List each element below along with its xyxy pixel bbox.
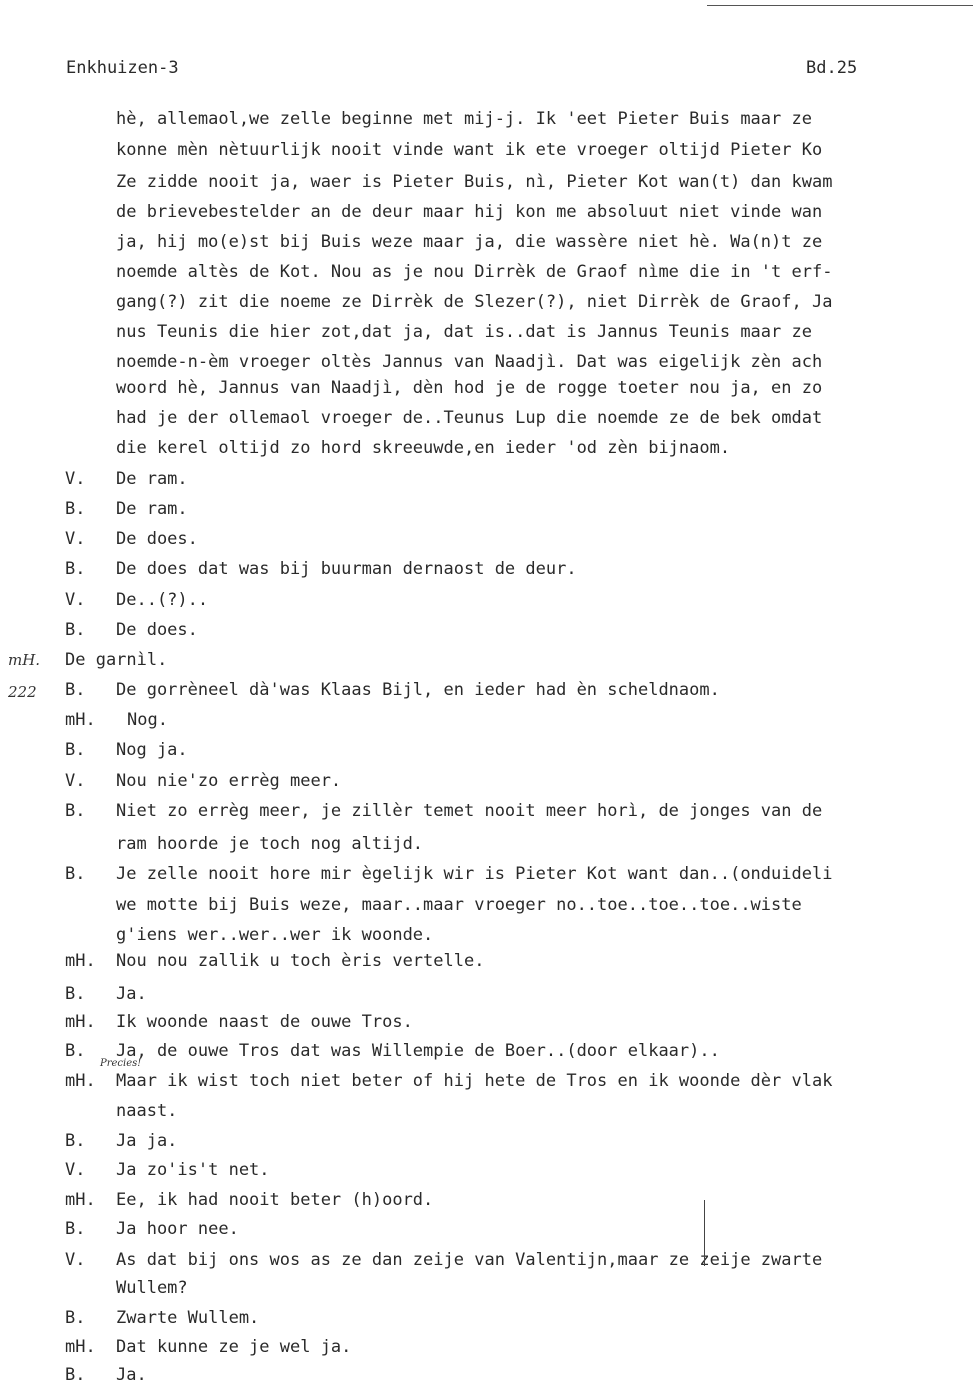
utterance: we motte bij Buis weze, maar..maar vroeger no..toe..toe..toe..wiste — [116, 895, 802, 915]
utterance: Zwarte Wullem. — [116, 1308, 260, 1328]
speaker-label: B. — [65, 620, 86, 640]
paragraph-line: woord hè, Jannus van Naadjì, dèn hod je de rogge toeter nou ja, en zo — [116, 378, 823, 398]
utterance: De..(?).. — [116, 590, 209, 610]
paragraph-line: Ze zidde nooit ja, waer is Pieter Buis, nì, Pieter Kot wan(t) dan kwam — [116, 172, 833, 192]
utterance: De does. — [116, 529, 198, 549]
paragraph-line: noemde-n-èm vroeger oltès Jannus van Naadjì. Dat was eigelijk zèn ach — [116, 352, 823, 372]
utterance: Nou nou zallik u toch èris vertelle. — [116, 951, 485, 971]
utterance: Ik woonde naast de ouwe Tros. — [116, 1012, 413, 1032]
speaker-label: V. — [65, 1160, 86, 1180]
speaker-label: B. — [65, 864, 86, 884]
speaker-label: mH. — [65, 1012, 96, 1032]
utterance: Maar ik wist toch niet beter of hij hete de Tros en ik woonde dèr vlak — [116, 1071, 833, 1091]
speaker-label: B. — [65, 801, 86, 821]
utterance: Ja hoor nee. — [116, 1219, 239, 1239]
speaker-label: V. — [65, 590, 86, 610]
utterance: ram hoorde je toch nog altijd. — [116, 834, 424, 854]
utterance: Nou nie'zo errèg meer. — [116, 771, 342, 791]
speaker-label: V. — [65, 529, 86, 549]
speaker-label: mH. — [65, 710, 96, 730]
utterance: Nog. — [127, 710, 168, 730]
header-location: Enkhuizen-3 — [66, 58, 179, 78]
utterance: Niet zo errèg meer, je zillèr temet nooit meer horì, de jonges van de — [116, 801, 823, 821]
speaker-label: V. — [65, 771, 86, 791]
paragraph-line: noemde altès de Kot. Nou as je nou Dirrèk de Graof nìme die in 't erf- — [116, 262, 833, 282]
utterance: naast. — [116, 1101, 178, 1121]
utterance: De gorrèneel dà'was Klaas Bijl, en ieder had èn scheldnaom. — [116, 680, 720, 700]
speaker-label: B. — [65, 1041, 86, 1061]
paragraph-line: konne mèn nètuurlijk nooit vinde want ik ete vroeger oltijd Pieter Ko — [116, 140, 823, 160]
paragraph-line: nus Teunis die hier zot,dat ja, dat is..dat is Jannus Teunis maar ze — [116, 322, 812, 342]
utterance: De does. — [116, 620, 198, 640]
speaker-label: mH. — [65, 1337, 96, 1357]
utterance: g'iens wer..wer..wer ik woonde. — [116, 925, 434, 945]
speaker-label: mH. — [65, 1190, 96, 1210]
paragraph-line: had je der ollemaol vroeger de..Teunus Lup die noemde ze de bek omdat — [116, 408, 823, 428]
speaker-label: B. — [65, 1365, 86, 1384]
paragraph-line: gang(?) zit die noeme ze Dirrèk de Slezer(?), niet Dirrèk de Graof, Ja — [116, 292, 833, 312]
utterance: Wullem? — [116, 1278, 188, 1298]
handwritten-speaker-mark: mH. — [8, 651, 41, 669]
handwritten-number: 222 — [8, 683, 37, 701]
utterance: Ja ja. — [116, 1131, 178, 1151]
utterance: Ja. — [116, 984, 147, 1004]
speaker-label: mH. — [65, 1071, 96, 1091]
paragraph-line: hè, allemaol,we zelle beginne met mij-j. Ik 'eet Pieter Buis maar ze — [116, 109, 812, 129]
speaker-label: B. — [65, 1219, 86, 1239]
speaker-label: B. — [65, 499, 86, 519]
speaker-label: B. — [65, 740, 86, 760]
speaker-label: V. — [65, 469, 86, 489]
paragraph-line: ja, hij mo(e)st bij Buis weze maar ja, die wassère niet hè. Wa(n)t ze — [116, 232, 823, 252]
utterance: De does dat was bij buurman dernaost de deur. — [116, 559, 577, 579]
speaker-label: B. — [65, 1131, 86, 1151]
speaker-label: B. — [65, 680, 86, 700]
utterance: De ram. — [116, 469, 188, 489]
utterance: Nog ja. — [116, 740, 188, 760]
paragraph-line: de brievebestelder an de deur maar hij kon me absoluut niet vinde wan — [116, 202, 823, 222]
utterance: Dat kunne ze je wel ja. — [116, 1337, 352, 1357]
handwritten-note-precies: Precies! — [100, 1058, 142, 1069]
speaker-label: V. — [65, 1250, 86, 1270]
handwritten-vertical-stroke — [704, 1200, 705, 1266]
paragraph-line: die kerel oltijd zo hord skreeuwde,en ieder 'od zèn bijnaom. — [116, 438, 731, 458]
utterance: As dat bij ons wos as ze dan zeije van Valentijn,maar ze zeije zwarte — [116, 1250, 823, 1270]
utterance: Ja, de ouwe Tros dat was Willempie de Boer..(door elkaar).. — [116, 1041, 720, 1061]
utterance: Je zelle nooit hore mir ègelijk wir is Pieter Kot want dan..(onduideli — [116, 864, 833, 884]
utterance: Ee, ik had nooit beter (h)oord. — [116, 1190, 434, 1210]
utterance: Ja. — [116, 1365, 147, 1384]
top-rule — [707, 5, 973, 6]
speaker-label: B. — [65, 559, 86, 579]
utterance: De garnìl. — [65, 650, 168, 670]
speaker-label: mH. — [65, 951, 96, 971]
speaker-label: B. — [65, 1308, 86, 1328]
header-tape-number: Bd.25 — [806, 58, 858, 78]
utterance: De ram. — [116, 499, 188, 519]
utterance: Ja zo'is't net. — [116, 1160, 270, 1180]
speaker-label: B. — [65, 984, 86, 1004]
